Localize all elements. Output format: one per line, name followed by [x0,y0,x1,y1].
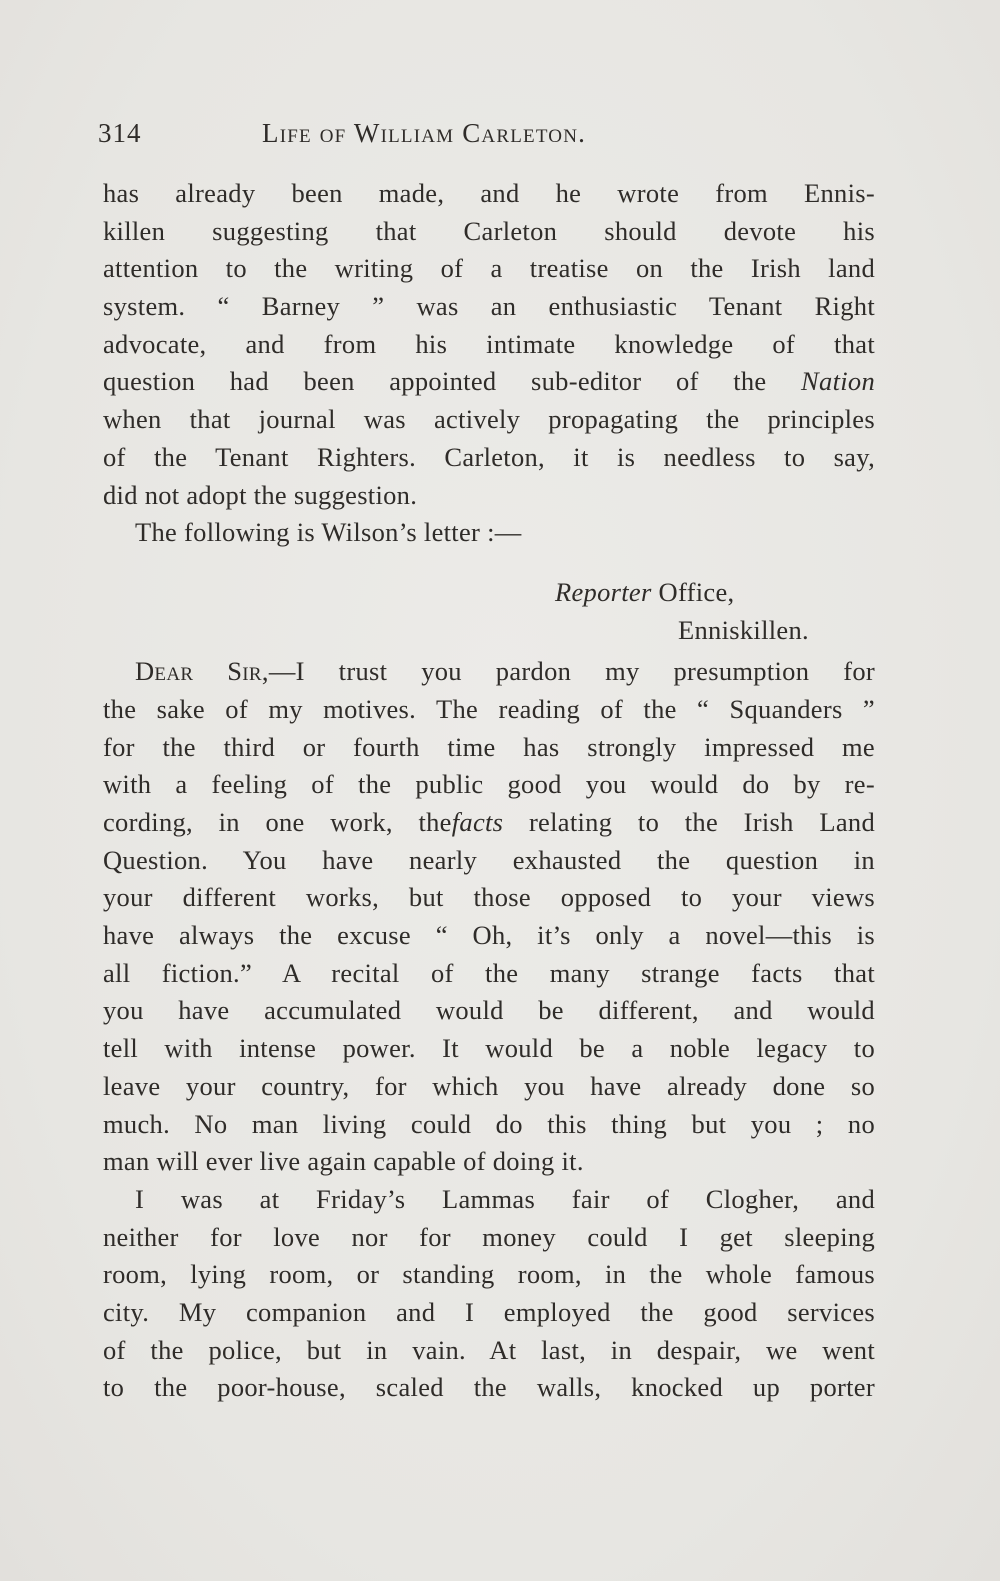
text-line: advocate, and from his intimate knowledge of that [103,328,875,359]
text-line: attention to the writing of a treatise on the Irish land [103,253,875,284]
text-line: man will ever live again capable of doing it. [103,1146,584,1177]
text-line: have always the excuse “ Oh, it’s only a novel—this is [103,920,875,951]
letter-salutation: Dear Sir, [135,656,269,687]
text-line: Question. You have nearly exhausted the question in [103,844,875,875]
text-line: the sake of my motives. The reading of the “ Squanders ” [103,693,875,724]
text-line: with a feeling of the public good you would do by re- [103,769,875,800]
text-line: much. No man living could do this thing but you ; no [103,1108,875,1139]
running-head: Life of William Carleton. [262,118,587,148]
text-line: of the Tenant Righters. Carleton, it is needless to say, [103,441,875,472]
text-line: you have accumulated would be different, and would [103,995,875,1026]
text-fragment: cording, in one work, the [103,807,452,837]
text-line [103,363,875,401]
text-line: city. My companion and I employed the good services [103,1296,875,1327]
page-number: 314 [98,118,142,148]
text-line: all fiction.” A recital of the many strange facts that [103,957,875,988]
text-line: to the poor-house, scaled the walls, knocked up porter [103,1372,875,1403]
text-fragment: relating to the Irish Land [528,807,875,837]
text-line: neither for love nor for money could I get sleeping [103,1221,875,1252]
text-line: did not adopt the suggestion. [103,479,418,510]
text-line: The following is Wilson’s letter :— [135,517,522,548]
text-line: for the third or fourth time has strongly impressed me [103,731,875,762]
text-line: room, lying room, or standing room, in the whole famous [103,1259,875,1290]
text-line: of the police, but in vain. At last, in despair, we went [103,1334,875,1365]
text-line: tell with intense power. It would be a noble legacy to [103,1033,875,1064]
letter-address-town: Enniskillen. [678,614,809,645]
text-line [103,804,875,842]
text-line: killen suggesting that Carleton should devote his [103,215,875,246]
text-line: your different works, but those opposed to your views [103,882,875,913]
body-text [103,175,875,1407]
text-line: when that journal was actively propagating the principles [103,404,875,435]
letter-address-line [103,574,875,612]
text-line: has already been made, and he wrote from Ennis- [103,178,875,208]
text-fragment: question had been appointed sub-editor of the [103,366,767,397]
text-line: I was at Friday’s Lammas fair of Clogher, and [135,1183,875,1214]
text-line: leave your country, for which you have already done so [103,1070,875,1101]
page-header [98,118,878,158]
text-line [103,653,875,691]
text-fragment: —I trust you pardon my presumption for [268,656,875,687]
italic-title-nation: Nation [801,366,875,397]
italic-facts: facts [451,807,504,837]
text-line: system. “ Barney ” was an enthusiastic Tenant Right [103,291,875,322]
italic-reporter: Reporter [555,576,652,607]
text-fragment: Office, [658,576,735,607]
